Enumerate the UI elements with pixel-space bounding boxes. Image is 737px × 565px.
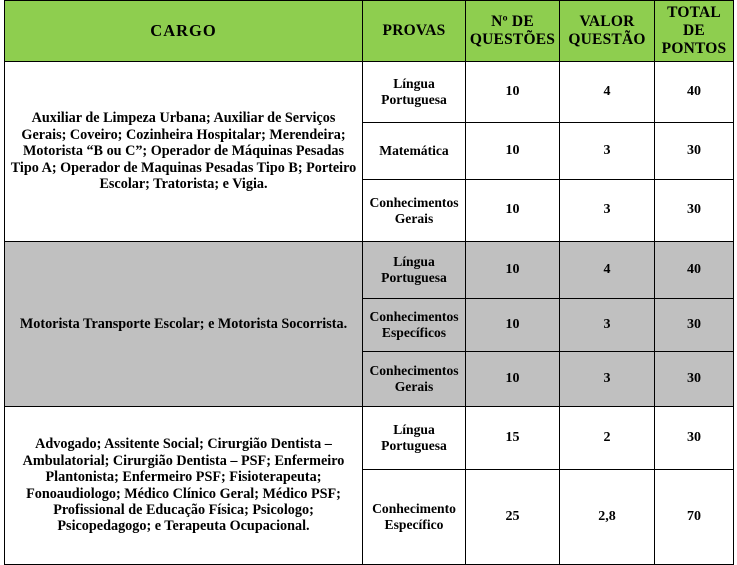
valor-questao-cell: 2,8 [560, 470, 655, 565]
column-header-cargo: CARGO [5, 1, 363, 62]
column-header-valor-questao: VALOR QUESTÃO [560, 1, 655, 62]
prova-cell: Matemática [363, 123, 466, 180]
valor-questao-cell: 4 [560, 62, 655, 123]
prova-cell: Conhecimentos Gerais [363, 180, 466, 242]
table-row [5, 242, 734, 299]
valor-questao-cell: 3 [560, 299, 655, 352]
table-body [5, 62, 734, 565]
total-pontos-cell: 30 [655, 123, 734, 180]
cargo-cell-section-3: Advogado; Assitente Social; Cirurgião Dentista – Ambulatorial; Cirurgião Dentista – PSF; Enfermeiro Plantonista; Enfermeiro PSF; Fisioterapeuta; Fonoaudiologo; Médico Clínico Geral; Médico PSF; Profissional de Educação Física; Psicologo; Psicopedagogo; e Terapeuta Ocupacional. [5, 407, 363, 565]
column-header-total-pontos: TOTAL DE PONTOS [655, 1, 734, 62]
cargo-cell-section-2: Motorista Transporte Escolar; e Motorista Socorrista. [5, 242, 363, 407]
valor-questao-cell: 2 [560, 407, 655, 470]
prova-cell: Língua Portuguesa [363, 242, 466, 299]
prova-cell: Língua Portuguesa [363, 62, 466, 123]
valor-questao-cell: 3 [560, 180, 655, 242]
total-pontos-cell: 30 [655, 352, 734, 407]
total-pontos-cell: 30 [655, 407, 734, 470]
valor-questao-cell: 3 [560, 352, 655, 407]
num-questoes-cell: 10 [466, 180, 560, 242]
total-pontos-cell: 40 [655, 242, 734, 299]
num-questoes-cell: 10 [466, 123, 560, 180]
column-header-num-questoes: Nº DE QUESTÕES [466, 1, 560, 62]
table-row [5, 62, 734, 123]
prova-cell: Língua Portuguesa [363, 407, 466, 470]
table-header [5, 1, 734, 62]
prova-cell: Conhecimentos Gerais [363, 352, 466, 407]
total-pontos-cell: 70 [655, 470, 734, 565]
num-questoes-cell: 10 [466, 62, 560, 123]
total-pontos-cell: 30 [655, 180, 734, 242]
valor-questao-cell: 3 [560, 123, 655, 180]
exam-score-table [4, 0, 734, 565]
cargo-cell-section-1: Auxiliar de Limpeza Urbana; Auxiliar de Serviços Gerais; Coveiro; Cozinheira Hospitalar; Merendeira; Motorista “B ou C”; Operador de Máquinas Pesadas Tipo A; Operador de Maquinas Pesadas Tipo B; Porteiro Escolar; Tratorista; e Vigia. [5, 62, 363, 242]
header-row [5, 1, 734, 62]
prova-cell: Conhecimento Específico [363, 470, 466, 565]
num-questoes-cell: 15 [466, 407, 560, 470]
num-questoes-cell: 25 [466, 470, 560, 565]
num-questoes-cell: 10 [466, 299, 560, 352]
num-questoes-cell: 10 [466, 242, 560, 299]
prova-cell: Conhecimentos Específicos [363, 299, 466, 352]
column-header-provas: PROVAS [363, 1, 466, 62]
num-questoes-cell: 10 [466, 352, 560, 407]
valor-questao-cell: 4 [560, 242, 655, 299]
total-pontos-cell: 30 [655, 299, 734, 352]
table-row [5, 407, 734, 470]
total-pontos-cell: 40 [655, 62, 734, 123]
